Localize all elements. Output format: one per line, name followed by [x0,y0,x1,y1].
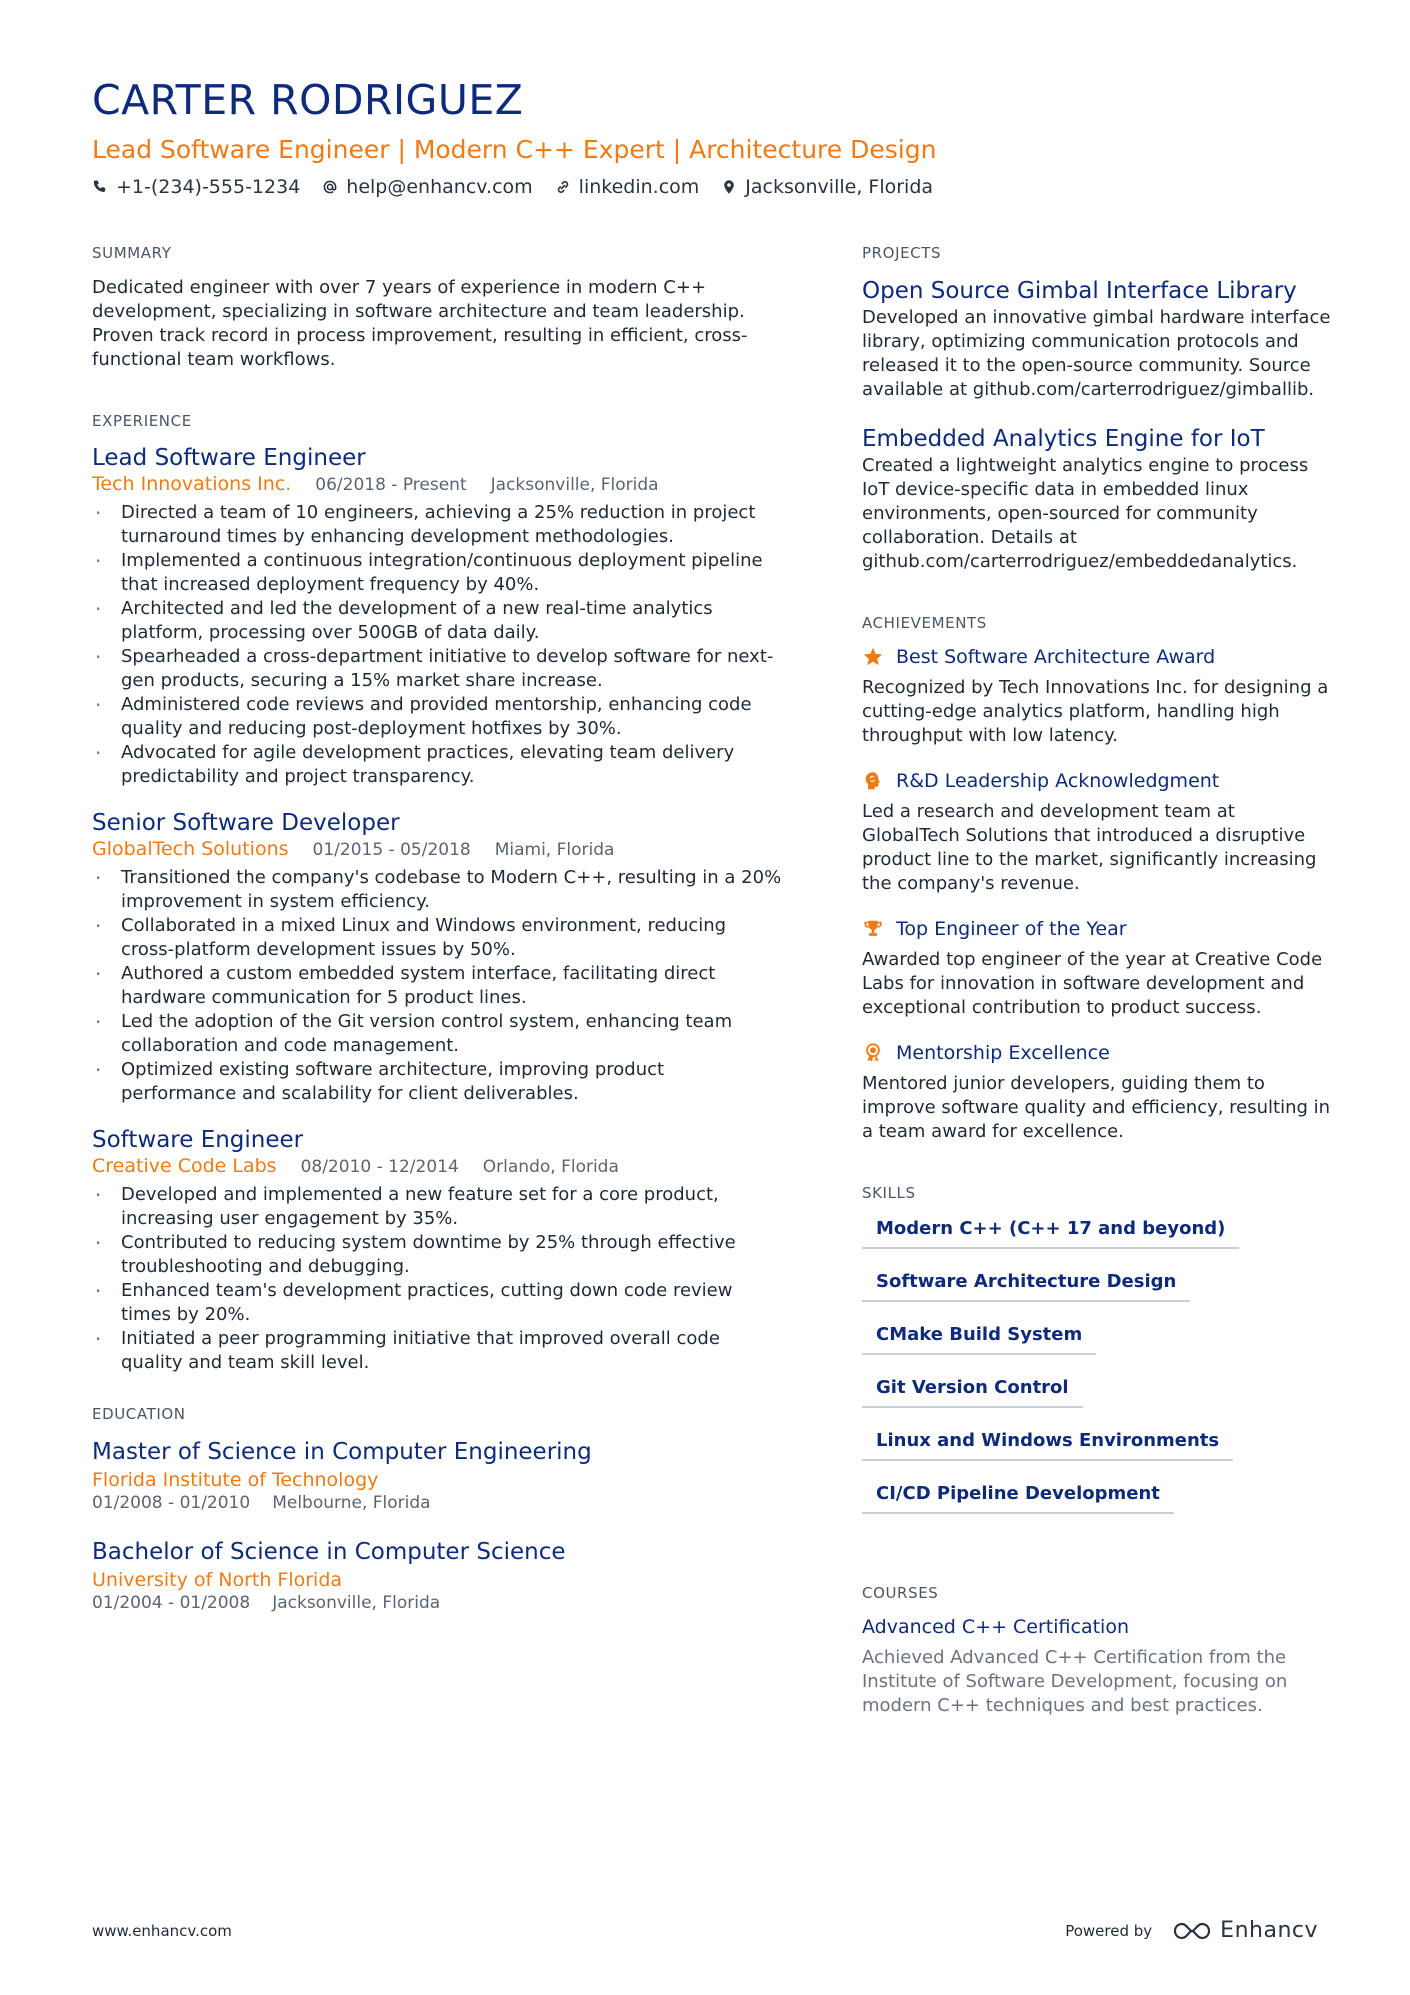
project-entry [862,424,1332,574]
job-bullet: · Collaborated in a mixed Linux and Windows environment, reducing cross-platform development issues by 50%. [92,914,782,962]
summary-text: Dedicated engineer with over 7 years of experience in modern C++ development, specializing in software architecture and team leadership. Proven track record in process improvement, resulting in efficient, cross-functional team workflows. [92,277,748,370]
skills-title: SKILLS [862,1184,916,1202]
education-school: Florida Institute of Technology [92,1469,379,1491]
achievement-desc: Recognized by Tech Innovations Inc. for designing a cutting-edge analytics platform, handling high throughput with low latency. [862,677,1329,746]
job-company: Creative Code Labs [92,1155,277,1177]
job-bullet: · Implemented a continuous integration/continuous deployment pipeline that increased deployment frequency by 40%. [92,549,782,597]
trophy-icon [862,918,884,940]
location-pin-icon [721,179,737,195]
skills-section [862,1184,1332,1514]
education-entry [92,1537,782,1613]
courses-title: COURSES [862,1584,939,1602]
job-role: Software Engineer [92,1127,304,1153]
job-bullet: · Spearheaded a cross-department initiative to develop software for next-gen products, securing a 15% market share increase. [92,645,782,693]
achievements-title: ACHIEVEMENTS [862,614,987,632]
job-bullet: · Enhanced team's development practices, cutting down code review times by 20%. [92,1279,782,1327]
achievement-head [862,646,1332,668]
job-entry [92,1126,782,1375]
education-meta [92,1593,782,1613]
contact-phone-text: +1-(234)-555-1234 [116,176,301,199]
education-location: Jacksonville, Florida [272,1593,441,1613]
achievement-title: Top Engineer of the Year [896,918,1127,940]
education-school: University of North Florida [92,1569,343,1591]
job-dates: 06/2018 - Present [315,475,467,495]
brand-name: Enhancv [1220,1918,1318,1943]
job-bullet: · Contributed to reducing system downtime by 25% through effective troubleshooting and debugging. [92,1231,782,1279]
course-title: Advanced C++ Certification [862,1616,1129,1638]
courses-section [862,1584,1332,1718]
project-desc: Developed an innovative gimbal hardware interface library, optimizing communication protocols and released it to the open-source community. Source available at github.com/carterrodriguez/gimballib. [862,307,1331,400]
job-bullet: · Optimized existing software architecture, improving product performance and scalability for client deliverables. [92,1058,782,1106]
job-dates: 01/2015 - 05/2018 [312,840,471,860]
right-column [862,244,1332,1718]
project-desc: Created a lightweight analytics engine to process IoT device-specific data in embedded linux environments, open-sourced for community collaboration. Details at github.com/carterrodriguez/embeddedanalytics. [862,455,1309,572]
link-icon [555,179,571,195]
course-desc: Achieved Advanced C++ Certification from the Institute of Software Development, focusing on modern C++ techniques and best practices. [862,1647,1288,1716]
job-meta [92,473,782,495]
achievement-entry [862,1042,1332,1144]
resume-header [92,78,1322,198]
education-section [92,1405,782,1613]
contact-linkedin-text: linkedin.com [578,176,700,199]
powered-by-label: Powered by [1065,1921,1153,1940]
job-role: Senior Software Developer [92,810,400,836]
job-location: Miami, Florida [494,840,615,860]
achievement-title: Mentorship Excellence [896,1042,1110,1064]
job-entry [92,809,782,1106]
skills-list [862,1216,1322,1514]
projects-title: PROJECTS [862,244,942,262]
contact-location [721,176,933,198]
contact-bar [92,176,1322,198]
job-role: Lead Software Engineer [92,445,366,471]
job-bullet: · Initiated a peer programming initiative that improved overall code quality and team skill level. [92,1327,782,1375]
achievement-entry [862,918,1332,1020]
contact-phone[interactable] [92,176,300,198]
star-icon [862,646,884,668]
education-dates: 01/2004 - 01/2008 [92,1593,251,1613]
education-entry [92,1437,782,1513]
education-meta [92,1493,782,1513]
achievements-section [862,614,1332,1144]
job-bullets [92,866,782,1106]
contact-location-text: Jacksonville, Florida [745,176,934,199]
summary-section [92,244,782,372]
job-bullets [92,1183,782,1375]
achievement-title: Best Software Architecture Award [896,646,1216,668]
education-location: Melbourne, Florida [272,1493,431,1513]
footer [92,1918,1318,1943]
project-title: Open Source Gimbal Interface Library [862,278,1297,304]
job-company: GlobalTech Solutions [92,838,289,860]
at-icon [322,179,338,195]
education-degree: Master of Science in Computer Engineering [92,1439,592,1465]
summary-title: SUMMARY [92,244,172,262]
achievement-head [862,1042,1332,1064]
job-bullet: · Authored a custom embedded system interface, facilitating direct hardware communication for 5 product lines. [92,962,782,1010]
projects-section [862,244,1332,574]
experience-title: EXPERIENCE [92,412,192,430]
left-column [92,244,782,1637]
candidate-name: CARTER RODRIGUEZ [92,76,524,124]
contact-email-text: help@enhancv.com [346,176,533,199]
education-title: EDUCATION [92,1405,186,1423]
achievement-entry [862,646,1332,748]
job-meta [92,1155,782,1177]
skill-tag: CI/CD Pipeline Development [862,1481,1174,1514]
education-dates: 01/2008 - 01/2010 [92,1493,251,1513]
job-bullet: · Administered code reviews and provided mentorship, enhancing code quality and reducing post-deployment hotfixes by 30%. [92,693,782,741]
skill-tag: Software Architecture Design [862,1269,1190,1302]
enhancv-logo-icon [1172,1920,1212,1942]
phone-icon [92,179,108,195]
job-bullet: · Transitioned the company's codebase to Modern C++, resulting in a 20% improvement in system efficiency. [92,866,782,914]
job-location: Jacksonville, Florida [490,475,659,495]
project-title: Embedded Analytics Engine for IoT [862,426,1265,452]
achievement-desc: Led a research and development team at GlobalTech Solutions that introduced a disruptive product line to the market, significantly increasing the company's revenue. [862,801,1317,894]
job-bullet: · Directed a team of 10 engineers, achieving a 25% reduction in project turnaround times by enhancing development methodologies. [92,501,782,549]
contact-linkedin[interactable] [555,176,700,198]
skill-tag: Modern C++ (C++ 17 and beyond) [862,1216,1239,1249]
skill-tag: Git Version Control [862,1375,1083,1408]
brain-icon [862,770,884,792]
achievement-head [862,770,1332,792]
job-dates: 08/2010 - 12/2014 [300,1157,459,1177]
job-entry [92,444,782,789]
medal-icon [862,1042,884,1064]
job-meta [92,838,782,860]
powered-by [1065,1918,1318,1943]
job-company: Tech Innovations Inc. [92,473,292,495]
achievement-desc: Mentored junior developers, guiding them to improve software quality and efficiency, resulting in a team award for excellence. [862,1073,1331,1142]
contact-email[interactable] [322,176,532,198]
achievement-title: R&D Leadership Acknowledgment [896,770,1220,792]
project-entry [862,276,1332,402]
headline: Lead Software Engineer | Modern C++ Expert | Architecture Design [92,135,937,165]
job-bullets [92,501,782,789]
brand-logo[interactable] [1172,1918,1318,1943]
footer-url[interactable]: www.enhancv.com [92,1921,232,1940]
job-bullet: · Architected and led the development of a new real-time analytics platform, processing over 500GB of data daily. [92,597,782,645]
achievement-entry [862,770,1332,896]
job-bullet: · Developed and implemented a new feature set for a core product, increasing user engagement by 35%. [92,1183,782,1231]
education-degree: Bachelor of Science in Computer Science [92,1539,566,1565]
achievement-desc: Awarded top engineer of the year at Creative Code Labs for innovation in software development and exceptional contribution to product success. [862,949,1323,1018]
job-bullet: · Led the adoption of the Git version control system, enhancing team collaboration and code management. [92,1010,782,1058]
experience-section [92,412,782,1375]
job-location: Orlando, Florida [482,1157,619,1177]
job-bullet: · Advocated for agile development practices, elevating team delivery predictability and project transparency. [92,741,782,789]
achievement-head [862,918,1332,940]
skill-tag: Linux and Windows Environments [862,1428,1233,1461]
skill-tag: CMake Build System [862,1322,1096,1355]
